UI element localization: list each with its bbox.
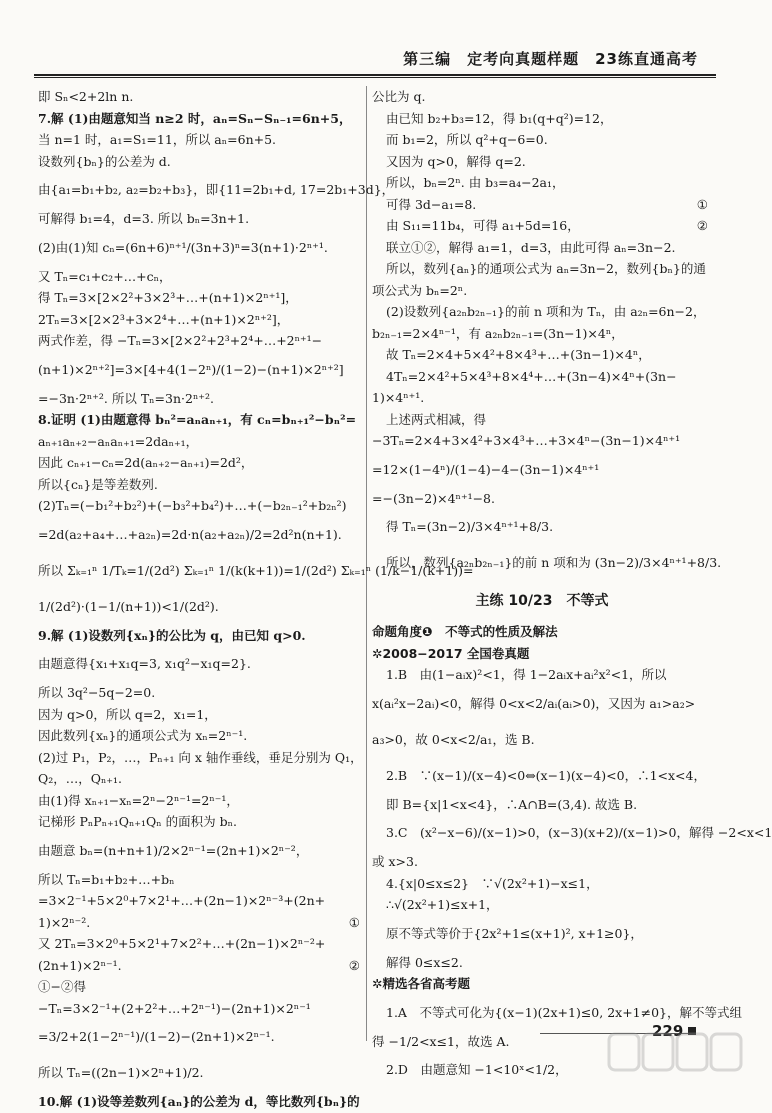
text-line: 所以，数列{aₙ}的通项公式为 aₙ=3n−2，数列{bₙ}的通: [386, 261, 706, 276]
text-line: 所以，数列{a₂ₙb₂ₙ₋₁}的前 n 项和为 (3n−2)/3×4ⁿ⁺¹+8/3.: [386, 555, 722, 570]
text-line: b₂ₙ₋₁=2×4ⁿ⁻¹，有 a₂ₙb₂ₙ₋₁=(3n−1)×4ⁿ，: [372, 325, 624, 341]
text-line: 所以{cₙ}是等差数列.: [38, 476, 158, 492]
text-line-content: (2n+1)×2ⁿ⁻¹.: [38, 957, 122, 973]
text-line: 2.B ∵(x−1)/(x−4)<0⇔(x−1)(x−4)<0，∴1<x<4，: [386, 767, 706, 783]
text-line-content: 可得 3d−a₁=8.: [386, 196, 477, 212]
watermark-logo-icon: [605, 1028, 745, 1076]
text-line: 由(1)得 xₙ₊₁−xₙ=2ⁿ−2ⁿ⁻¹=2ⁿ⁻¹，: [38, 792, 239, 808]
text-line: (2)设数列{a₂ₙb₂ₙ₋₁}的前 n 项和为 Tₙ，由 a₂ₙ=6n−2，: [386, 304, 706, 319]
equation-tag-1: ①: [696, 196, 708, 212]
text-line: 联立①②，解得 a₁=1，d=3，由此可得 aₙ=3n−2.: [386, 239, 676, 255]
text-line: x(aᵢ²x−2aᵢ)<0，解得 0<x<2/aᵢ(aᵢ>0)，又因为 a₁>a₂>: [372, 695, 696, 711]
text-line: 所以，bₙ=2ⁿ. 由 b₃=a₄−2a₁，: [386, 175, 565, 190]
text-line: 当 n=1 时，a₁=S₁=11，所以 aₙ=6n+5.: [38, 132, 277, 147]
equation-tag-1: ①: [348, 914, 360, 930]
text-line: 因此数列{xₙ}的通项公式为 xₙ=2ⁿ⁻¹.: [38, 728, 248, 743]
text-line: 8.证明 (1)由题意得 bₙ²=aₙaₙ₊₁，有 cₙ=bₙ₊₁²−bₙ²=: [38, 412, 357, 427]
text-line: (2)过 P₁，P₂，…，Pₙ₊₁ 向 x 轴作垂线，垂足分别为 Q₁，: [38, 749, 363, 765]
text-line: 9.解 (1)设数列{xₙ}的公比为 q，由已知 q>0.: [38, 627, 306, 643]
text-line: 公比为 q.: [372, 89, 426, 104]
text-line: 2.D 由题意知 −1<10ˣ<1/2，: [386, 1062, 568, 1077]
equation-tag-2: ②: [348, 957, 360, 973]
text-line: 设数列{bₙ}的公差为 d.: [38, 153, 171, 169]
text-line: (2)由(1)知 cₙ=(6n+6)ⁿ⁺¹/(3n+3)ⁿ=3(n+1)·2ⁿ⁺¹.: [38, 239, 328, 255]
header-rule: [34, 74, 716, 76]
page-number: 229: [652, 1022, 684, 1040]
text-line: 解得 0≤x≤2.: [386, 954, 463, 970]
text-line: 可解得 b₁=4，d=3. 所以 bₙ=3n+1.: [38, 211, 250, 226]
text-line: 又 Tₙ=c₁+c₂+…+cₙ，: [38, 268, 172, 284]
text-line: a₃>0，故 0<x<2/a₁，选 B.: [372, 731, 535, 747]
text-line: 即 Sₙ<2+2ln n.: [38, 89, 134, 104]
text-line: 所以 Tₙ=((2n−1)×2ⁿ+1)/2.: [38, 1065, 204, 1080]
text-line: =12×(1−4ⁿ)/(1−4)−4−(3n−1)×4ⁿ⁺¹: [372, 461, 600, 477]
header-rule-thin: [34, 77, 716, 78]
page-header: [0, 0, 750, 80]
text-line-content: 1)×2ⁿ⁻².: [38, 914, 91, 930]
text-line: [38, 912, 364, 934]
text-line: 1.A 不等式可化为{(x−1)(2x+1)≤0, 2x+1≠0}，解不等式组: [386, 1004, 743, 1020]
text-line: 2Tₙ=3×[2×2³+3×2⁴+…+(n+1)×2ⁿ⁺²]，: [38, 311, 290, 327]
text-line: (2)Tₙ=(−b₁²+b₂²)+(−b₃²+b₄²)+…+(−b₂ₙ₋₁²+b₂ₙ²): [38, 498, 347, 513]
text-line: 项公式为 bₙ=2ⁿ.: [372, 282, 468, 298]
text-line: [372, 194, 712, 216]
text-line: [372, 215, 712, 237]
section-subtitle: 命题角度❶ 不等式的性质及解法: [372, 624, 558, 639]
header-title: 第三编 定考向真题样题 23练直通高考: [403, 50, 698, 68]
text-line: 7.解 (1)由题意知当 n≥2 时，aₙ=Sₙ−Sₙ₋₁=6n+5，: [38, 110, 352, 126]
text-line: 4Tₙ=2×4²+5×4³+8×4⁴+…+(3n−4)×4ⁿ+(3n−: [386, 368, 677, 384]
text-line: 即 B={x|1<x<4}，∴A∩B=(3,4). 故选 B.: [386, 796, 638, 812]
text-line: (n+1)×2ⁿ⁺²]=3×[4+4(1−2ⁿ)/(1−2)−(n+1)×2ⁿ⁺²]: [38, 361, 344, 377]
text-line: 得 Tₙ=(3n−2)/3×4ⁿ⁺¹+8/3.: [386, 519, 554, 534]
text-line: 故 Tₙ=2×4+5×4²+8×4³+…+(3n−1)×4ⁿ，: [386, 347, 651, 362]
text-line: 由{a₁=b₁+b₂, a₂=b₂+b₃}，即{11=2b₁+d, 17=2b₁+3d}，: [38, 182, 395, 197]
section-title: 主练 10/23 不等式: [475, 593, 609, 609]
text-line: −Tₙ=3×2⁻¹+(2+2²+…+2ⁿ⁻¹)−(2n+1)×2ⁿ⁻¹: [38, 1000, 311, 1016]
text-line: 所以 Σₖ₌₁ⁿ 1/Tₖ=1/(2d²) Σₖ₌₁ⁿ 1/(k(k+1))=1/(2d²) Σₖ₌₁ⁿ (1/k−1/(k+1))=: [38, 562, 474, 578]
text-line: 所以 Tₙ=b₁+b₂+…+bₙ: [38, 871, 175, 887]
text-line: 1/(2d²)·(1−1/(n+1))<1/(2d²).: [38, 598, 219, 614]
text-line: 又因为 q>0，解得 q=2.: [386, 153, 526, 169]
text-line: =−(3n−2)×4ⁿ⁺¹−8.: [372, 490, 495, 506]
text-line: 1.B 由(1−aᵢx)²<1，得 1−2aᵢx+aᵢ²x²<1，所以: [386, 667, 667, 682]
text-line: 由题意得{x₁+x₁q=3, x₁q²−x₁q=2}.: [38, 656, 251, 671]
text-line: aₙ₊₁aₙ₊₂−aₙaₙ₊₁=2daₙ₊₁，: [38, 433, 199, 449]
text-line: =3×2⁻¹+5×2⁰+7×2¹+…+(2n−1)×2ⁿ⁻³+(2n+: [38, 893, 326, 908]
text-line: =3/2+2(1−2ⁿ⁻¹)/(1−2)−(2n+1)×2ⁿ⁻¹.: [38, 1029, 275, 1044]
text-line: 或 x>3.: [372, 854, 418, 869]
text-line: 由已知 b₂+b₃=12，得 b₁(q+q²)=12，: [386, 110, 613, 126]
text-line: 1)×4ⁿ⁺¹.: [372, 390, 425, 405]
text-line: Q₂，…，Qₙ₊₁.: [38, 771, 122, 786]
text-line: ∴√(2x²+1)≤x+1，: [386, 897, 499, 912]
right-column: [372, 86, 772, 1088]
text-line: 因此 cₙ₊₁−cₙ=2d(aₙ₊₂−aₙ₊₁)=2d²，: [38, 455, 254, 470]
text-line: −3Tₙ=2×4+3×4²+3×4³+…+3×4ⁿ−(3n−1)×4ⁿ⁺¹: [372, 433, 681, 448]
text-line: 4.{x|0≤x≤2} ∵√(2x²+1)−x≤1，: [386, 875, 599, 891]
text-line: 又 2Tₙ=3×2⁰+5×2¹+7×2²+…+(2n−1)×2ⁿ⁻²+: [38, 936, 326, 951]
text-line: ①−②得: [38, 979, 86, 994]
text-line: 得 −1/2<x≤1，故选 A.: [372, 1033, 510, 1049]
text-line: 上述两式相减，得: [386, 411, 487, 427]
text-line: 10.解 (1)设等差数列{aₙ}的公差为 d，等比数列{bₙ}的: [38, 1094, 360, 1109]
text-line: 因为 q>0，所以 q=2，x₁=1，: [38, 706, 217, 722]
text-line: =−3n·2ⁿ⁺². 所以 Tₙ=3n·2ⁿ⁺².: [38, 390, 214, 406]
text-line: 所以 3q²−5q−2=0.: [38, 685, 156, 700]
text-line: 两式作差，得 −Tₙ=3×[2×2²+2³+2⁴+…+2ⁿ⁺¹−: [38, 333, 323, 348]
equation-tag-2: ②: [696, 218, 708, 233]
text-line: 而 b₁=2，所以 q²+q−6=0.: [386, 132, 548, 147]
text-line: 由题意 bₙ=(n+n+1)/2×2ⁿ⁻¹=(2n+1)×2ⁿ⁻²，: [38, 842, 309, 858]
text-line: 得 Tₙ=3×[2×2²+3×2³+…+(n+1)×2ⁿ⁺¹]，: [38, 290, 298, 305]
text-line-content: 由 S₁₁=11b₄，可得 a₁+5d=16，: [386, 218, 580, 233]
text-line: [38, 955, 364, 977]
section-subtitle: ✲2008−2017 全国卷真题: [372, 645, 530, 661]
section-subtitle: ✲精选各省高考题: [372, 976, 470, 991]
text-line: 原不等式等价于{2x²+1≤(x+1)², x+1≥0}，: [386, 925, 643, 941]
text-line: 记梯形 PₙPₙ₊₁Qₙ₊₁Qₙ 的面积为 bₙ.: [38, 814, 237, 829]
text-line: =2d(a₂+a₄+…+a₂ₙ)=2d·n(a₂+a₂ₙ)/2=2d²n(n+1).: [38, 526, 342, 542]
text-line: 3.C (x²−x−6)/(x−1)>0，(x−3)(x+2)/(x−1)>0，解得 −2<x<1: [386, 825, 772, 840]
